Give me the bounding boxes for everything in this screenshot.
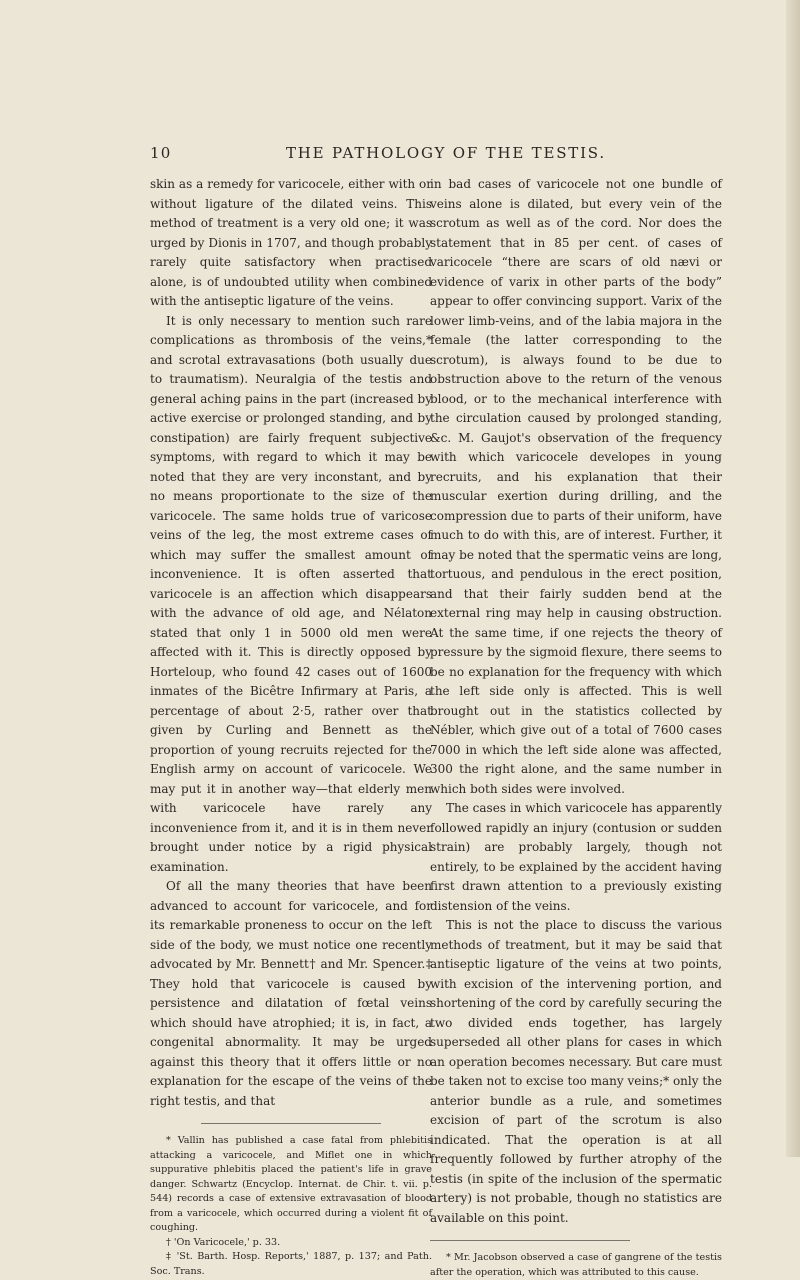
paragraph: skin as a remedy for varicocele, either with or without ligature of the dilated veins. This method of treatment is a very old one; it was urged by Dionis in 1707, and though probably rarely quite satisfactory when practised alone, is of undoubted utility when combined with the antiseptic ligature of the veins. [150, 177, 432, 308]
page-header [150, 144, 796, 166]
footnote-divider [430, 1240, 630, 1241]
paragraph: It is only necessary to mention such rare complications as thrombosis of the veins,* and scrotal extravasations (both usually due to traumatism). Neuralgia of the testis and general aching pains in the part (increased by active exercise or prolonged standing, and by constipation) are fairly frequent subjective symptoms, with regard to which it may be noted that they are very inconstant, and by no means proportionate to the size of the varicocele. The same holds true of varicose veins of the leg, the most extreme cases of which may suffer the smallest amount of inconvenience. It is often asserted that varicocele is an affection which disappears with the advance of old age, and Nélaton stated that only 1 in 5000 old men were affected with it. This is directly opposed by Horteloup, who found 42 cases out of 1600 inmates of the Bicêtre Infirmary at Paris, a percentage of about 2·5, rather over that given by Curling and Bennett as the proportion of young recruits rejected for the English army on account of varicocele. We may put it in another way—that elderly men with varicocele have rarely any inconvenience from it, and it is in them never brought under notice by a rigid physical examination. [150, 313, 432, 874]
footnote: * Mr. Jacobson observed a case of gangrene of the testis after the operation, which was attributed to this cause. [430, 1252, 722, 1278]
left-column [150, 175, 432, 1279]
paragraph: This is not the place to discuss the various methods of treatment, but it may be said that antiseptic ligature of the veins at two points, with excision of the intervening portion, and shortening of the cord by carefully securing the two divided ends together, has largely superseded all other plans for cases in which an operation becomes necessary. But care must be taken not to excise too many veins;* only the anterior bundle as a rule, and sometimes excision of part of the scrotum is also indicated. That the operation is at all frequently followed by further atrophy of the testis (in spite of the inclusion of the spermatic artery) is not probable, though no statistics are available on this point. [430, 918, 722, 1225]
page-edge-shadow [786, 0, 800, 1157]
paragraph: The cases in which varicocele has apparently followed rapidly an injury (contusion or sudden strain) are probably largely, though not entirely, to be explained by the accident having first drawn attention to a previously existing distension of the veins. [430, 801, 722, 913]
right-column [430, 175, 722, 1280]
footnote: ‡ 'St. Barth. Hosp. Reports,' 1887, p. 137; and Path. Soc. Trans. [150, 1251, 432, 1277]
page-number: 10 [150, 144, 172, 162]
running-title: THE PATHOLOGY OF THE TESTIS. [286, 144, 606, 162]
paragraph: in bad cases of varicocele not one bundle of veins alone is dilated, but every vein of the scrotum as well as of the cord. Nor does the statement that in 85 per cent. of cases of varicocele “there are scars of old nævi or evidence of varix in other parts of the body” appear to offer convincing support. Varix of the lower limb-veins, and of the labia majora in the female (the latter corresponding to the scrotum), is always found to be due to obstruction above to the return of the venous blood, or to the mechanical interference with the circulation caused by prolonged standing, &c. M. Gaujot's observation of the frequency with which varicocele developes in young recruits, and his explanation that their muscular exertion during drilling, and the compression due to parts of their uniform, have much to do with this, are of interest. Further, it may be noted that the spermatic veins are long, tortuous, and pendulous in the erect position, and that their fairly sudden bend at the external ring may help in causing obstruction. At the same time, if one rejects the theory of pressure by the sigmoid flexure, there seems to be no explanation for the frequency with which the left side only is affected. This is well brought out in the statistics collected by Nébler, which give out of a total of 7600 cases 7000 in which the left side alone was affected, 300 the right alone, and the same number in which both sides were involved. [430, 177, 722, 796]
footnote: * Vallin has published a case fatal from phlebitis attacking a varicocele, and Miflet one in which suppurative phlebitis placed the patient's life in grave danger. Schwartz (Encyclop. Internat. de Chir. t. vii. p. 544) records a case of extensive extravasation of blood from a varicocele, which occurred during a violent fit of coughing. [150, 1135, 432, 1233]
footnote-divider [201, 1123, 381, 1124]
paragraph: Of all the many theories that have been advanced to account for varicocele, and for its remarkable proneness to occur on the left side of the body, we must notice one recently advocated by Mr. Bennett† and Mr. Spencer.‡ They hold that varicocele is caused by persistence and dilatation of fœtal veins which should have atrophied; it is, in fact, a congenital abnormality. It may be urged against this theory that it offers little or no explanation for the escape of the veins of the right testis, and that [150, 879, 432, 1108]
footnote: † 'On Varicocele,' p. 33. [166, 1236, 281, 1248]
